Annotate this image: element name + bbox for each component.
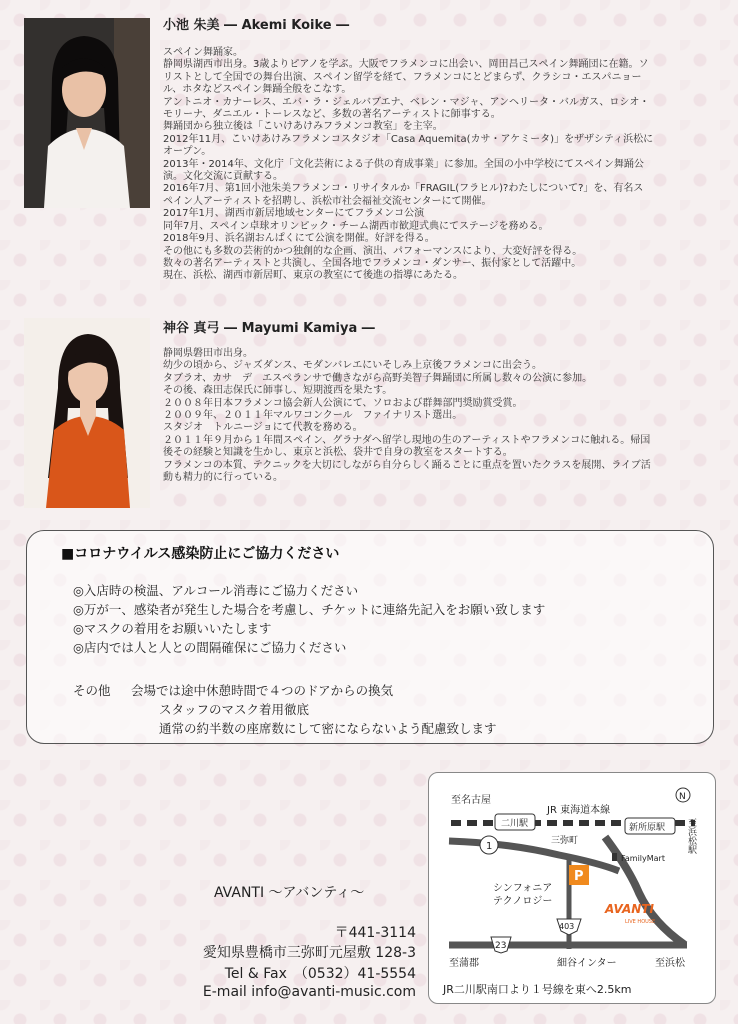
other-label: その他 — [73, 683, 111, 698]
directions-text: JR二川駅南口より１号線を東へ2.5km — [443, 983, 632, 996]
artist2-bio — [163, 348, 719, 484]
familymart-label: FamilyMart — [621, 854, 665, 863]
avanti-logo: AVANTI — [605, 902, 654, 916]
bio-line: リストとして全国での舞台出演、スペイン留学を経て、フラメンコにとどまらず、クラシコ・エスパニョー — [163, 71, 642, 83]
to-hamamatsu-station-label: 至浜松駅 — [686, 818, 696, 854]
bio-line: 静岡県湖西市出身。3歳よりピアノを学ぶ。大阪でフラメンコに出会い、岡田昌己スペイン舞踊団に在籍。ソ — [163, 59, 649, 71]
bio-line: 2017年1月、湖西市新居地域センターにてフラメンコ公演 — [163, 208, 425, 220]
venue-email[interactable]: E-mail info@avanti-music.com — [202, 984, 416, 1000]
bio-line: その後、森田志保氏に師事し、短期渡西を果たす。 — [163, 385, 393, 397]
venue-tel: Tel & Fax （0532）41-5554 — [224, 966, 416, 982]
bio-line: ２００９年、２０１１年マルワコンクール ファイナリスト選出。 — [163, 410, 463, 422]
to-gamagori-label: 至蒲郡 — [449, 958, 479, 969]
bio-line: スペイン舞踊家。 — [163, 47, 243, 58]
bio-line: ペイン人アーティストを招聘し、浜松市社会福祉交流センターにて開催。 — [163, 195, 492, 207]
parking-icon: P — [574, 869, 584, 884]
station2-label: 新所原駅 — [629, 823, 666, 833]
technology-label: テクノロジー — [493, 896, 553, 907]
route1-marker: 1 — [486, 841, 493, 852]
akemi-koike-photo — [24, 18, 150, 208]
bio-line: ２００８年日本フラメンコ協会新人公演にて、ソロおよび群舞部門奨励賞受賞。 — [163, 397, 523, 409]
bio-line: ２０１１年９月から１年間スペイン、グラナダへ留学し現地の生のアーティストやフラメンコに触れる。帰国 — [163, 434, 651, 446]
other-list — [131, 681, 497, 738]
artist1-bio — [163, 47, 719, 283]
access-map — [428, 772, 716, 1004]
livehouse-label: LIVE HOUSE — [625, 919, 656, 925]
symphonia-label: シンフォニア — [493, 883, 553, 894]
bio-line: 数々の著名アーティストと共演し、全国各地でフラメンコ・ダンサー、振付家として活躍中。 — [163, 257, 582, 269]
notice-item: ◎マスクの着用をお願いいたします — [73, 621, 272, 636]
railway-label: JR 東海道本線 — [547, 805, 611, 816]
bio-line: 2016年7月、第1回小池朱美フラメンコ・リサイタルか「FRAGIL(フラヒル)?わたしについて?」を、有名ス — [163, 183, 644, 195]
other-item: 通常の約半数の座席数にして密にならないよう配慮致します — [159, 721, 497, 736]
bio-line: 演。文化交流に貢献する。 — [163, 171, 283, 183]
notice-item: ◎店内では人と人との間隔確保にご協力ください — [73, 640, 347, 655]
bio-line: ル、ホタなどスペイン舞踊全般をこなす。 — [163, 84, 352, 96]
bio-line: 2013年・2014年、文化庁「文化芸術による子供の育成事業」に参加。全国の小中学校にてスペイン舞踊公 — [163, 158, 644, 170]
bio-line: アントニオ・カナーレス、エバ・ラ・ジェルバブエナ、ベレン・マジャ、アンヘリータ・バルガス、ロシオ・ — [163, 96, 650, 108]
other-item: 会場では途中休憩時間で４つのドアからの換気 — [131, 683, 394, 698]
notice-item: ◎万が一、感染者が発生した場合を考慮し、チケットに連絡先記入をお願い致します — [73, 602, 546, 617]
bio-line: 後その経験と知識を生かし、東京と浜松、袋井で自身の教室をスタートする。 — [163, 447, 513, 459]
bio-line: スタジオ トルニージョにて代教を務める。 — [163, 422, 363, 434]
bio-line: モリーナ、ダニエル・トーレスなど、多数の著名アーティストに師事する。 — [163, 109, 501, 121]
north-icon: N — [679, 792, 686, 802]
artist2-name: 神谷 真弓 ― Mayumi Kamiya ― — [163, 321, 375, 336]
bio-line: 動も精力的に行っている。 — [163, 472, 283, 484]
bio-line: 2018年9月、浜名湖おんぱくにて公演を開催。好評を得る。 — [163, 233, 435, 245]
notice-item: ◎入店時の検温、アルコール消毒にご協力ください — [73, 583, 359, 598]
sanyacho-label: 三弥町 — [551, 836, 579, 846]
venue-name: AVANTI ～アバンティ～ — [214, 885, 365, 901]
bio-line: 舞踊団から独立後は「こいけあけみフラメンコ教室」を主宰。 — [163, 121, 443, 133]
bio-line: フラメンコの本質、テクニックを大切にしながら自分らしく踊ることに重点を置いたクラスを展開、ライブ活 — [163, 459, 651, 471]
covid-notice-box — [26, 530, 714, 744]
route403-marker: 403 — [559, 922, 575, 931]
bio-line: タブラオ、カサ デ エスペランサで働きながら高野美智子舞踊団に所属し数々の公演に参加。 — [163, 372, 593, 384]
bio-line: 2012年11月、こいけあけみフラメンコスタジオ「Casa Aquemita(カサ・アケミータ)」をザザシティ浜松に — [163, 133, 654, 145]
to-nagoya-label: 至名古屋 — [451, 795, 491, 806]
station1-label: 二川駅 — [501, 819, 529, 829]
bio-line: その他にも多数の芸術的かつ独創的な企画、演出、パフォーマンスにより、大変好評を得る。 — [163, 245, 583, 257]
bio-line: 静岡県磐田市出身。 — [163, 348, 253, 359]
route23-marker: 23 — [495, 941, 507, 951]
notice-title: ■コロナウイルス感染防止にご協力ください — [61, 546, 340, 562]
bio-line: 同年7月、スペイン卓球オリンピック・チーム湖西市歓迎式典にてステージを務める。 — [163, 220, 549, 232]
bio-line: 幼少の頃から、ジャズダンス、モダンバレエにいそしみ上京後フラメンコに出会う。 — [163, 360, 542, 372]
venue-postal: 〒441-3114 — [334, 925, 416, 941]
mayumi-kamiya-photo — [24, 318, 150, 508]
other-item: スタッフのマスク着用徹底 — [159, 702, 310, 717]
artist1-name: 小池 朱美 ― Akemi Koike ― — [163, 18, 350, 33]
notice-list — [73, 581, 545, 657]
bio-line: オープン。 — [163, 146, 212, 158]
hosoya-ic-label: 細谷インター — [557, 958, 617, 969]
venue-address: 愛知県豊橋市三弥町元屋敷 128-3 — [202, 945, 416, 961]
to-hamamatsu-label: 至浜松 — [655, 958, 685, 969]
bio-line: 現在、浜松、湖西市新居町、東京の教室にて後進の指導にあたる。 — [163, 270, 463, 282]
